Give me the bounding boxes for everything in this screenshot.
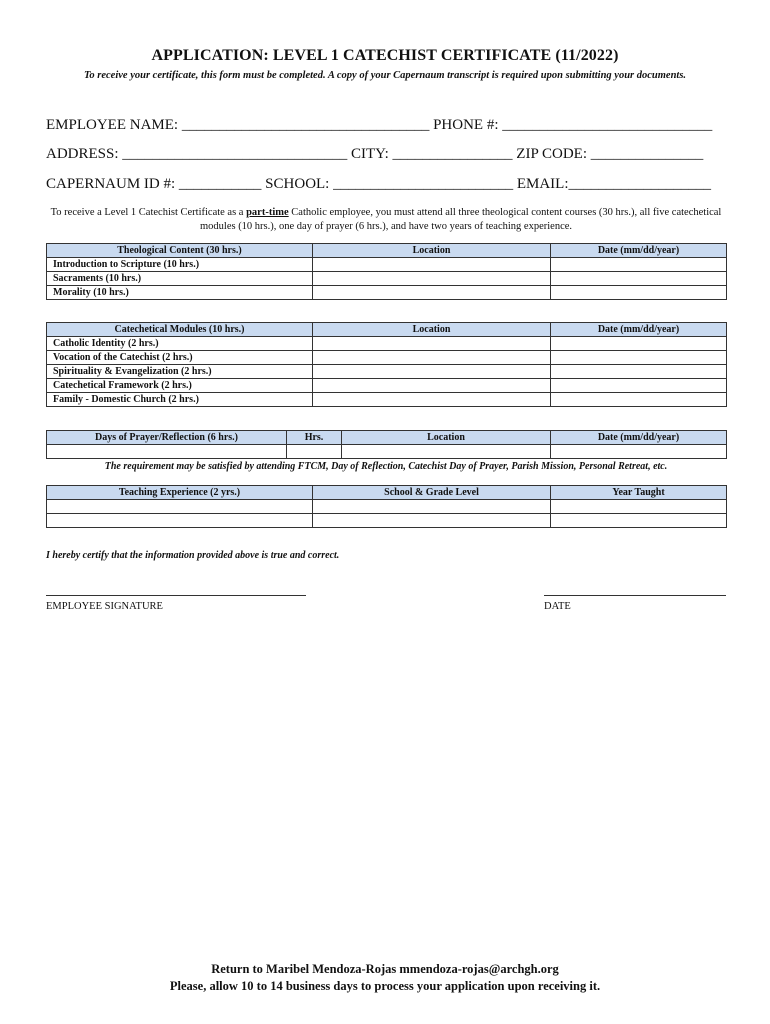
module-row-label: Catechetical Framework (2 hrs.) [47,379,313,393]
date-cell[interactable] [551,379,727,393]
prayer-header-event: Days of Prayer/Reflection (6 hrs.) [47,431,287,445]
location-cell[interactable] [313,365,551,379]
teaching-header-experience: Teaching Experience (2 yrs.) [47,486,313,500]
location-cell[interactable] [313,272,551,286]
table-row [47,514,727,528]
form-title: APPLICATION: LEVEL 1 CATECHIST CERTIFICATE (11/2022) [151,47,619,64]
teaching-header-school: School & Grade Level [313,486,551,500]
theology-header-location: Location [313,244,551,258]
prayer-header-date: Date (mm/dd/year) [551,431,727,445]
module-row-label: Catholic Identity (2 hrs.) [47,337,313,351]
table-row [47,500,727,514]
employee-name-phone-field[interactable]: EMPLOYEE NAME: _________________________________ PHONE #: ____________________________ [46,117,713,133]
location-cell[interactable] [313,337,551,351]
table-row [47,393,727,407]
modules-header-date: Date (mm/dd/year) [551,323,727,337]
employee-signature-line[interactable] [46,595,306,596]
school-grade-cell[interactable] [313,514,551,528]
theology-header-date: Date (mm/dd/year) [551,244,727,258]
modules-header-course: Catechetical Modules (10 hrs.) [47,323,313,337]
table-row [47,379,727,393]
experience-cell[interactable] [47,514,313,528]
capernaum-school-email-field[interactable]: CAPERNAUM ID #: ___________ SCHOOL: ________________________ EMAIL:___________________ [46,176,712,192]
date-cell[interactable] [551,272,727,286]
catechetical-modules-table [46,322,727,407]
location-cell[interactable] [313,351,551,365]
module-row-label: Vocation of the Catechist (2 hrs.) [47,351,313,365]
theology-row-label: Introduction to Scripture (10 hrs.) [47,258,313,272]
location-cell[interactable] [342,445,551,459]
footer-processing-note: Please, allow 10 to 14 business days to process your application upon receiving it. [169,979,601,993]
year-taught-cell[interactable] [551,514,727,528]
date-signature-line[interactable] [544,595,726,596]
location-cell[interactable] [313,393,551,407]
date-cell[interactable] [551,365,727,379]
intro-text-before: To receive a Level 1 Catechist Certificate as a [50,207,247,218]
theology-row-label: Sacraments (10 hrs.) [47,272,313,286]
location-cell[interactable] [313,258,551,272]
prayer-header-hours: Hrs. [287,431,342,445]
table-row [47,286,727,300]
year-taught-cell[interactable] [551,500,727,514]
form-subtitle: To receive your certificate, this form must be completed. A copy of your Capernaum transcript is required upon submitting your documents. [83,70,687,81]
footer-return-to: Return to Maribel Mendoza-Rojas mmendoza-rojas@archgh.org [211,962,559,976]
location-cell[interactable] [313,379,551,393]
certification-statement: I hereby certify that the information provided above is true and correct. [46,550,340,561]
experience-cell[interactable] [47,500,313,514]
days-of-prayer-table [46,430,727,459]
table-row [47,351,727,365]
employee-signature-label: EMPLOYEE SIGNATURE [46,601,163,612]
modules-header-location: Location [313,323,551,337]
date-cell[interactable] [551,337,727,351]
theology-header-course: Theological Content (30 hrs.) [47,244,313,258]
date-label: DATE [544,601,571,612]
table-row [47,272,727,286]
hours-cell[interactable] [287,445,342,459]
prayer-event-cell[interactable] [47,445,287,459]
intro-text-after: Catholic employee, you must attend all three theological content courses (30 hrs.), all five catechetical modules (10 hrs.), one day of prayer (6 hrs.), and have two years of teaching experience. [199,207,722,232]
location-cell[interactable] [313,286,551,300]
date-cell[interactable] [551,393,727,407]
prayer-header-location: Location [342,431,551,445]
table-row [47,365,727,379]
theological-content-table [46,243,727,300]
date-cell[interactable] [551,351,727,365]
theology-row-label: Morality (10 hrs.) [47,286,313,300]
table-row [47,337,727,351]
intro-emphasis: part-time [246,207,289,218]
table-row [47,445,727,459]
table-row [47,258,727,272]
requirements-intro [44,206,728,234]
teaching-header-year: Year Taught [551,486,727,500]
date-cell[interactable] [551,258,727,272]
module-row-label: Family - Domestic Church (2 hrs.) [47,393,313,407]
teaching-experience-table [46,485,727,528]
module-row-label: Spirituality & Evangelization (2 hrs.) [47,365,313,379]
prayer-requirement-note: The requirement may be satisfied by attending FTCM, Day of Reflection, Catechist Day of Prayer, Parish Mission, Personal Retreat, etc. [104,461,668,472]
address-city-zip-field[interactable]: ADDRESS: ______________________________ CITY: ________________ ZIP CODE: _______________ [46,146,704,162]
date-cell[interactable] [551,445,727,459]
date-cell[interactable] [551,286,727,300]
school-grade-cell[interactable] [313,500,551,514]
